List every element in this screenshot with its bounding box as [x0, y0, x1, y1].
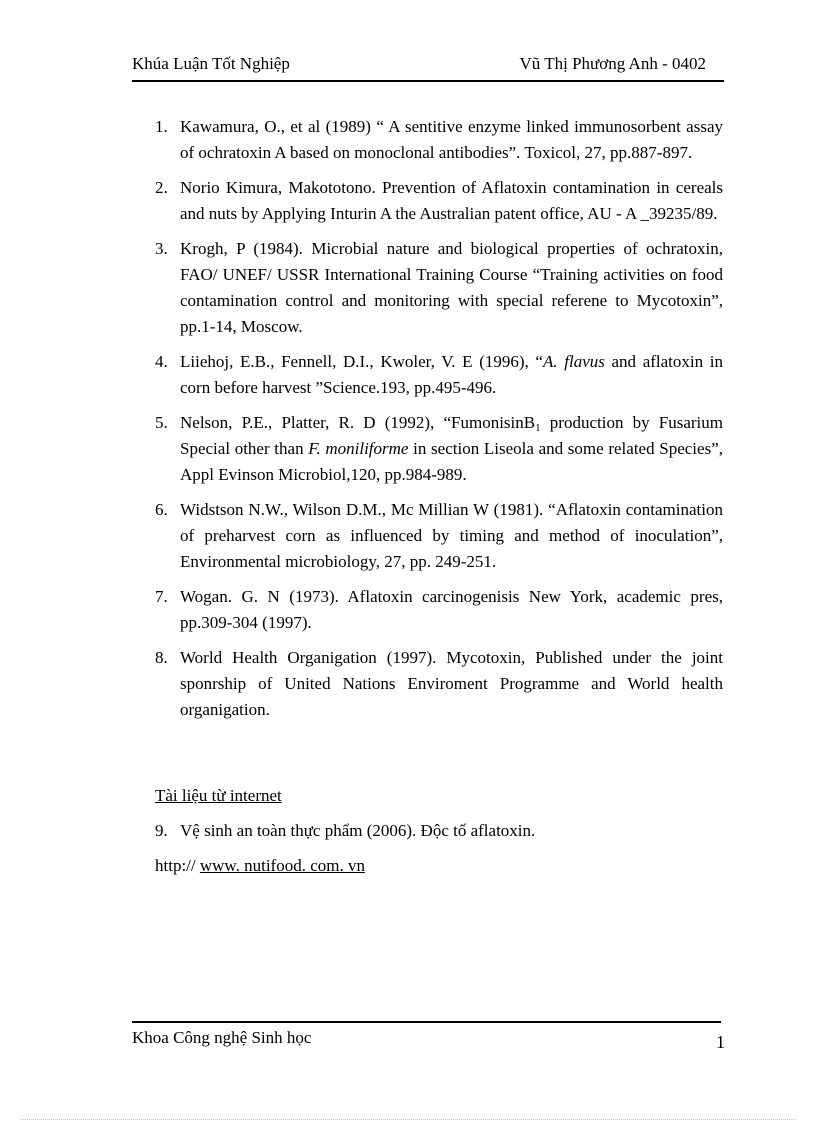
reference-number: 5.	[155, 413, 168, 432]
reference-text-part: Liiehoj, E.B., Fennell, D.I., Kwoler, V. E (1996), “	[180, 352, 543, 371]
reference-number: 3.	[155, 239, 168, 258]
subscript: 1	[535, 422, 541, 434]
reference-item	[155, 584, 723, 636]
reference-text: Widstson N.W., Wilson D.M., Mc Millian W (1981). “Aflatoxin contamination of preharvest corn as influenced by timing and method of inoculation”, Environmental microbiology, 27, pp. 249-251.	[180, 500, 723, 571]
reference-text: Norio Kimura, Makototono. Prevention of Aflatoxin contamination in cereals and nuts by Applying Inturin A the Australian patent office, AU - A _39235/89.	[180, 178, 723, 223]
reference-text-part: Nelson, P.E., Platter, R. D (1992), “FumonisinB	[180, 413, 536, 432]
reference-item	[155, 175, 723, 227]
reference-text: Wogan. G. N (1973). Aflatoxin carcinogenisis New York, academic pres, pp.309-304 (1997).	[180, 587, 723, 632]
reference-text: Vệ sinh an toàn thực phẩm (2006). Độc tố aflatoxin.	[180, 821, 536, 840]
internet-section-heading: Tài liệu từ internet	[155, 786, 282, 805]
reference-item	[155, 410, 723, 488]
reference-number: 4.	[155, 352, 168, 371]
reference-number: 9.	[155, 821, 168, 840]
species-name: F. moniliforme	[308, 439, 409, 458]
reference-number: 2.	[155, 178, 168, 197]
reference-text: Kawamura, O., et al (1989) “ A sentitive enzyme linked immunosorbent assay of ochratoxin A based on monoclonal antibodies”. Toxicol, 27, pp.887-897.	[180, 117, 723, 162]
reference-text	[180, 410, 723, 488]
reference-text-part: and aflatoxin in corn before harvest ”Science.193, pp.495-496.	[180, 352, 723, 397]
reference-number: 6.	[155, 500, 168, 519]
reference-number: 7.	[155, 587, 168, 606]
reference-item	[155, 236, 723, 340]
reference-text-part: production by Fusarium Special other than	[180, 413, 723, 458]
page-number: 1	[716, 1032, 725, 1052]
reference-text-part: in section Liseola and some related Species”, Appl Evinson Microbiol,120, pp.984-989.	[180, 439, 723, 484]
url-prefix: http://	[155, 856, 196, 875]
reference-number: 1.	[155, 117, 168, 136]
internet-reference-item	[155, 818, 723, 844]
reference-number: 8.	[155, 648, 168, 667]
website-link[interactable]: www. nutifood. com. vn	[199, 856, 365, 875]
reference-list	[155, 114, 723, 732]
reference-text: Krogh, P (1984). Microbial nature and biological properties of ochratoxin, FAO/ UNEF/ USSR International Training Course “Training activities on food contamination control and monitoring with special referene to Mycotoxin”, pp.1-14, Moscow.	[180, 239, 723, 336]
footer-faculty: Khoa Công nghệ Sinh học	[132, 1028, 312, 1047]
url-line	[155, 853, 365, 879]
header-thesis-title: Khúa Luận Tốt Nghiệp	[132, 54, 290, 73]
species-name: A. flavus	[542, 352, 605, 371]
page-header	[132, 52, 724, 82]
reference-item	[155, 645, 723, 723]
footer-divider	[132, 1021, 721, 1023]
reference-item	[155, 114, 723, 166]
reference-item	[155, 349, 723, 401]
reference-text: World Health Organigation (1997). Mycotoxin, Published under the joint sponrship of United Nations Enviroment Programme and World health organigation.	[180, 648, 723, 719]
reference-item	[155, 497, 723, 575]
reference-text	[180, 349, 723, 401]
header-author: Vũ Thị Phương Anh - 0402	[519, 54, 706, 73]
page-edge-divider	[20, 1119, 796, 1120]
